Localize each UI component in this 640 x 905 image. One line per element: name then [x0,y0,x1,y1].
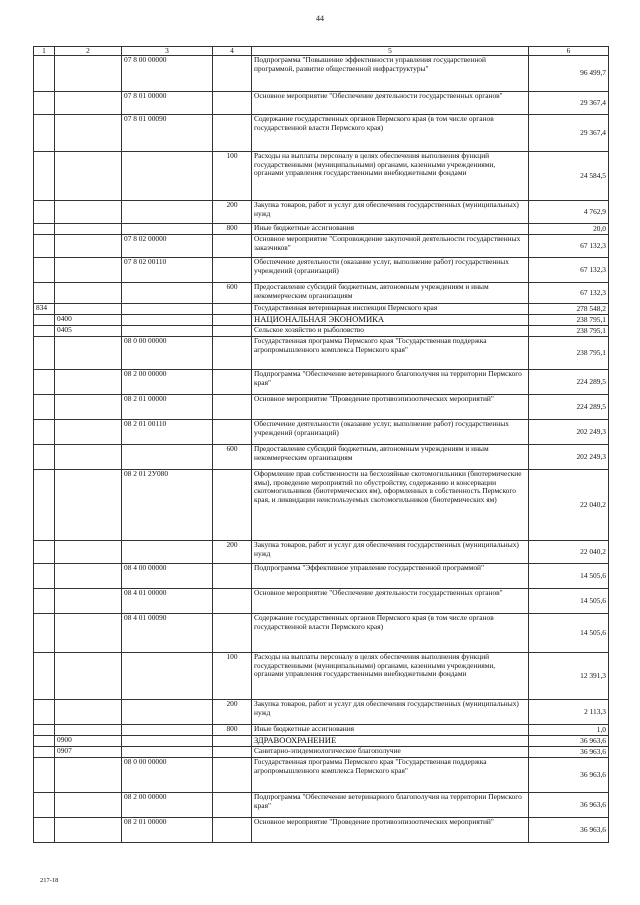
section-code-cell [55,224,122,235]
amount-cell: 224 289,5 [529,395,609,420]
expense-type-cell [213,793,252,818]
description-cell: Подпрограмма "Обеспечение ветеринарного благополучия на территории Пермского края" [252,793,529,818]
section-code-cell [55,445,122,470]
table-row [34,315,609,326]
admin-code-cell [34,736,55,747]
column-header-1: 1 [34,47,55,56]
amount-cell: 36 963,6 [529,758,609,793]
target-code-cell: 07 8 02 00000 [122,235,213,258]
amount-cell: 96 499,7 [529,56,609,92]
amount-cell: 12 391,3 [529,653,609,700]
admin-code-cell [34,201,55,224]
admin-code-cell [34,725,55,736]
target-code-cell [122,725,213,736]
description-cell: Иные бюджетные ассигнования [252,725,529,736]
table-row [34,700,609,725]
table-row [34,818,609,843]
amount-cell: 29 367,4 [529,92,609,115]
amount-cell: 36 963,6 [529,793,609,818]
description-cell: ЗДРАВООХРАНЕНИЕ [252,736,529,747]
expense-type-cell [213,56,252,92]
description-cell: Подпрограмма "Эффективное управление государственной программой" [252,564,529,589]
expense-type-cell: 200 [213,700,252,725]
description-cell: Основное мероприятие "Проведение противоэпизоотических мероприятий" [252,395,529,420]
admin-code-cell [34,258,55,283]
target-code-cell: 07 8 01 00000 [122,92,213,115]
admin-code-cell [34,653,55,700]
expense-type-cell: 600 [213,445,252,470]
expense-type-cell [213,326,252,337]
target-code-cell: 08 4 00 00000 [122,564,213,589]
amount-cell: 238 795,1 [529,326,609,337]
target-code-cell [122,201,213,224]
description-cell: Основное мероприятие "Обеспечение деятельности государственных органов" [252,92,529,115]
page-number: 44 [316,14,324,23]
expense-type-cell [213,395,252,420]
expense-type-cell [213,564,252,589]
expense-type-cell: 200 [213,541,252,564]
table-row [34,793,609,818]
table-row [34,470,609,541]
description-cell: Закупка товаров, работ и услуг для обеспечения государственных (муниципальных) нужд [252,201,529,224]
description-cell: Предоставление субсидий бюджетным, автономным учреждениям и иным некоммерческим организациям [252,283,529,304]
amount-cell: 22 040,2 [529,470,609,541]
section-code-cell [55,56,122,92]
target-code-cell: 08 2 01 00000 [122,395,213,420]
description-cell: НАЦИОНАЛЬНАЯ ЭКОНОМИКА [252,315,529,326]
amount-cell: 67 132,3 [529,235,609,258]
table-row [34,224,609,235]
target-code-cell: 08 4 01 00090 [122,614,213,653]
column-header-2: 2 [55,47,122,56]
table-row [34,614,609,653]
admin-code-cell [34,152,55,201]
section-code-cell [55,541,122,564]
section-code-cell [55,700,122,725]
section-code-cell [55,235,122,258]
amount-cell: 238 795,1 [529,337,609,370]
description-cell: Закупка товаров, работ и услуг для обеспечения государственных (муниципальных) нужд [252,541,529,564]
table-row [34,445,609,470]
expense-type-cell: 100 [213,653,252,700]
table-row [34,115,609,152]
target-code-cell [122,315,213,326]
target-code-cell: 08 0 00 00000 [122,758,213,793]
admin-code-cell [34,283,55,304]
table-row [34,235,609,258]
description-cell: Основное мероприятие "Обеспечение деятельности государственных органов" [252,589,529,614]
admin-code-cell [34,793,55,818]
admin-code-cell [34,337,55,370]
target-code-cell: 08 2 01 00000 [122,818,213,843]
description-cell: Государственная программа Пермского края "Государственная поддержка агропромышленного комплекса Пермского края" [252,758,529,793]
column-header-6: 6 [529,47,609,56]
section-code-cell [55,201,122,224]
admin-code-cell [34,370,55,395]
admin-code-cell [34,56,55,92]
footer-code: 217-18 [40,877,59,884]
expense-type-cell [213,470,252,541]
expense-type-cell [213,258,252,283]
admin-code-cell [34,224,55,235]
column-header-5: 5 [252,47,529,56]
target-code-cell: 08 0 00 00000 [122,337,213,370]
amount-cell: 29 367,4 [529,115,609,152]
amount-cell: 36 963,6 [529,736,609,747]
amount-cell: 36 963,6 [529,818,609,843]
expense-type-cell [213,115,252,152]
amount-cell: 14 505,6 [529,589,609,614]
section-code-cell [55,470,122,541]
section-code-cell [55,115,122,152]
amount-cell: 1,0 [529,725,609,736]
expense-type-cell [213,92,252,115]
section-code-cell [55,653,122,700]
section-code-cell [55,818,122,843]
amount-cell: 14 505,6 [529,614,609,653]
target-code-cell: 08 2 00 00000 [122,370,213,395]
target-code-cell [122,224,213,235]
column-header-3: 3 [122,47,213,56]
description-cell: Сельское хозяйство и рыболовство [252,326,529,337]
amount-cell: 238 795,1 [529,315,609,326]
expense-type-cell [213,304,252,315]
description-cell: Расходы на выплаты персоналу в целях обеспечения выполнения функций государственными (муниципальными) органами, казенными учреждениями, органами управления государственными внебюджетными фондами [252,152,529,201]
expense-type-cell [213,370,252,395]
expense-type-cell [213,614,252,653]
section-code-cell [55,614,122,653]
description-cell: Основное мероприятие "Сопровождение закупочной деятельности государственных заказчиков" [252,235,529,258]
amount-cell: 20,0 [529,224,609,235]
description-cell: Обеспечение деятельности (оказание услуг, выполнение работ) государственных учреждений (организаций) [252,420,529,445]
description-cell: Подпрограмма "Повышение эффективности управления государственной программой, развитие общественной инфраструктуры" [252,56,529,92]
table-row [34,152,609,201]
target-code-cell: 08 2 00 00000 [122,793,213,818]
amount-cell: 22 040,2 [529,541,609,564]
table-row [34,747,609,758]
target-code-cell [122,736,213,747]
expense-type-cell: 800 [213,725,252,736]
admin-code-cell [34,235,55,258]
budget-table [33,46,609,843]
description-cell: Содержание государственных органов Пермского края (в том числе органов государственной власти Пермского края) [252,614,529,653]
target-code-cell [122,283,213,304]
expense-type-cell [213,235,252,258]
table-row [34,337,609,370]
description-cell: Обеспечение деятельности (оказание услуг, выполнение работ) государственных учреждений (организаций) [252,258,529,283]
section-code-cell [55,589,122,614]
section-code-cell: 0400 [55,315,122,326]
table-row [34,258,609,283]
amount-cell: 67 132,3 [529,283,609,304]
table-row [34,92,609,115]
section-code-cell [55,337,122,370]
section-code-cell: 0900 [55,736,122,747]
description-cell: Государственная программа Пермского края "Государственная поддержка агропромышленного комплекса Пермского края" [252,337,529,370]
section-code-cell: 0405 [55,326,122,337]
target-code-cell: 08 2 01 2У080 [122,470,213,541]
admin-code-cell [34,420,55,445]
table-row [34,56,609,92]
admin-code-cell [34,614,55,653]
section-code-cell [55,258,122,283]
description-cell: Предоставление субсидий бюджетным, автономным учреждениям и иным некоммерческим организациям [252,445,529,470]
admin-code-cell [34,326,55,337]
expense-type-cell: 800 [213,224,252,235]
section-code-cell [55,725,122,736]
admin-code-cell [34,92,55,115]
section-code-cell [55,758,122,793]
target-code-cell: 07 8 02 00110 [122,258,213,283]
amount-cell: 36 963,6 [529,747,609,758]
section-code-cell [55,152,122,201]
description-cell: Государственная ветеринарная инспекция Пермского края [252,304,529,315]
section-code-cell [55,283,122,304]
section-code-cell [55,370,122,395]
section-code-cell [55,793,122,818]
description-cell: Подпрограмма "Обеспечение ветеринарного благополучия на территории Пермского края" [252,370,529,395]
table-row [34,304,609,315]
expense-type-cell [213,420,252,445]
admin-code-cell: 834 [34,304,55,315]
admin-code-cell [34,541,55,564]
expense-type-cell [213,337,252,370]
amount-cell: 202 249,3 [529,445,609,470]
section-code-cell [55,420,122,445]
target-code-cell [122,152,213,201]
admin-code-cell [34,395,55,420]
expense-type-cell [213,589,252,614]
column-header-4: 4 [213,47,252,56]
amount-cell: 278 548,2 [529,304,609,315]
admin-code-cell [34,115,55,152]
admin-code-cell [34,700,55,725]
admin-code-cell [34,589,55,614]
table-row [34,395,609,420]
table-row [34,653,609,700]
admin-code-cell [34,747,55,758]
amount-cell: 4 762,9 [529,201,609,224]
amount-cell: 202 249,3 [529,420,609,445]
amount-cell: 67 132,3 [529,258,609,283]
table-row [34,589,609,614]
target-code-cell: 08 2 01 00110 [122,420,213,445]
table-row [34,725,609,736]
expense-type-cell: 200 [213,201,252,224]
description-cell: Оформление прав собственности на бесхозяйные скотомогильники (биотермические ямы), проведение мероприятий по обустройству, содержанию и консервации скотомогильников (биотермических ям), оформленных в собственность Пермского края, и ликвидации неиспользуемых скотомогильников (биотермических ям) [252,470,529,541]
target-code-cell: 08 4 01 00000 [122,589,213,614]
table-row [34,564,609,589]
description-cell: Закупка товаров, работ и услуг для обеспечения государственных (муниципальных) нужд [252,700,529,725]
admin-code-cell [34,315,55,326]
target-code-cell: 07 8 01 00090 [122,115,213,152]
description-cell: Санитарно-эпидемиологическое благополучие [252,747,529,758]
description-cell: Иные бюджетные ассигнования [252,224,529,235]
target-code-cell [122,653,213,700]
expense-type-cell [213,758,252,793]
target-code-cell [122,304,213,315]
target-code-cell [122,326,213,337]
table-body [34,56,609,843]
target-code-cell [122,747,213,758]
expense-type-cell [213,747,252,758]
table-row [34,370,609,395]
admin-code-cell [34,564,55,589]
table-row [34,541,609,564]
target-code-cell: 07 8 00 00000 [122,56,213,92]
section-code-cell [55,395,122,420]
description-cell: Расходы на выплаты персоналу в целях обеспечения выполнения функций государственными (муниципальными) органами, казенными учреждениями, органами управления государственными внебюджетными фондами [252,653,529,700]
admin-code-cell [34,758,55,793]
amount-cell: 2 113,3 [529,700,609,725]
table-row [34,326,609,337]
table-row [34,201,609,224]
expense-type-cell [213,736,252,747]
amount-cell: 14 505,6 [529,564,609,589]
description-cell: Основное мероприятие "Проведение противоэпизоотических мероприятий" [252,818,529,843]
table-row [34,758,609,793]
description-cell: Содержание государственных органов Пермского края (в том числе органов государственной власти Пермского края) [252,115,529,152]
admin-code-cell [34,818,55,843]
table-row [34,736,609,747]
section-code-cell: 0907 [55,747,122,758]
target-code-cell [122,541,213,564]
expense-type-cell: 100 [213,152,252,201]
amount-cell: 224 289,5 [529,370,609,395]
admin-code-cell [34,470,55,541]
table-row [34,420,609,445]
section-code-cell [55,304,122,315]
expense-type-cell: 600 [213,283,252,304]
section-code-cell [55,92,122,115]
section-code-cell [55,564,122,589]
expense-type-cell [213,315,252,326]
expense-type-cell [213,818,252,843]
amount-cell: 24 584,5 [529,152,609,201]
admin-code-cell [34,445,55,470]
table-row [34,283,609,304]
target-code-cell [122,700,213,725]
target-code-cell [122,445,213,470]
